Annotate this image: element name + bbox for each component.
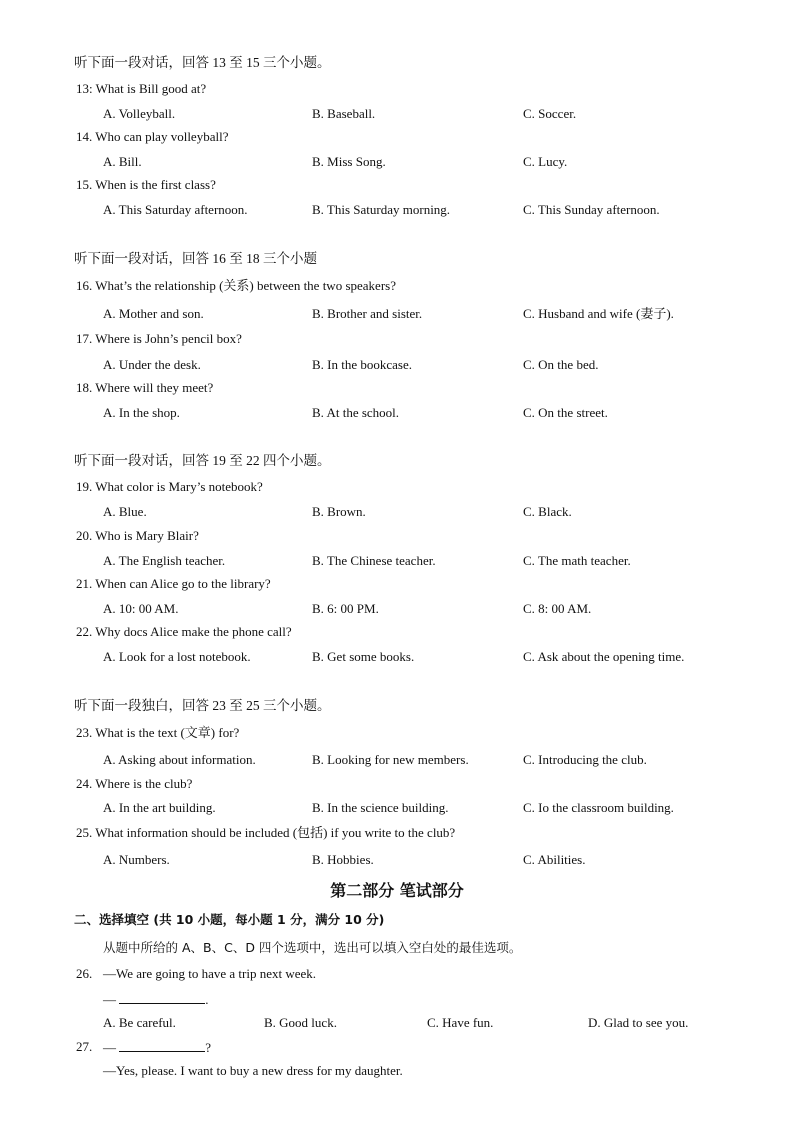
option-c: C. Soccer. xyxy=(523,106,577,121)
dash: — xyxy=(103,992,116,1007)
dialogue-line: —We are going to have a trip next week. xyxy=(103,966,317,981)
option-b: B. Baseball. xyxy=(312,106,376,121)
option-a: A. 10: 00 AM. xyxy=(103,601,179,616)
instruction-text: 从题中所给的 A、B、C、D 四个选项中，选出可以填入空白处的最佳选项。 xyxy=(103,940,522,955)
option-c: C. Abilities. xyxy=(523,852,586,867)
question-text: 19. What color is Mary’s notebook? xyxy=(76,479,263,494)
option-b: B. In the bookcase. xyxy=(312,357,413,372)
question-number: 26. xyxy=(76,966,93,981)
question-text: 13: What is Bill good at? xyxy=(76,81,207,96)
option-b: B. Miss Song. xyxy=(312,154,386,169)
answer-blank[interactable] xyxy=(119,1039,205,1052)
option-a: A. Bill. xyxy=(103,154,142,169)
section-heading: 听下面一段独白，回答 23 至 25 三个小题。 xyxy=(74,698,331,713)
option-c: C. Husband and wife (妻子). xyxy=(523,306,674,321)
option-a: A. Look for a lost notebook. xyxy=(103,649,251,664)
question-text: 17. Where is John’s pencil box? xyxy=(76,331,242,346)
question-text: 15. When is the first class? xyxy=(76,177,216,192)
question-number: 27. xyxy=(76,1039,93,1054)
option-a: A. In the shop. xyxy=(103,405,180,420)
question-text: 22. Why docs Alice make the phone call? xyxy=(76,624,292,639)
option-b: B. Good luck. xyxy=(264,1015,337,1030)
option-a: A. The English teacher. xyxy=(103,553,226,568)
section-heading: 听下面一段对话，回答 19 至 22 四个小题。 xyxy=(74,453,331,468)
section-subtitle: 二、选择填空 (共 10 小题，每小题 1 分，满分 10 分) xyxy=(74,912,385,927)
option-a: A. Numbers. xyxy=(103,852,170,867)
option-b: B. Brother and sister. xyxy=(312,306,423,321)
section-heading: 听下面一段对话，回答 13 至 15 三个小题。 xyxy=(74,55,331,70)
option-c: C. Io the classroom building. xyxy=(523,800,674,815)
option-a: A. This Saturday afternoon. xyxy=(103,202,248,217)
section-heading: 听下面一段对话，回答 16 至 18 三个小题 xyxy=(74,251,317,266)
part-title: 第二部分 笔试部分 xyxy=(330,881,464,900)
option-c: C. On the bed. xyxy=(523,357,599,372)
option-b: B. Looking for new members. xyxy=(312,752,469,767)
option-c: C. Introducing the club. xyxy=(523,752,647,767)
option-b: B. This Saturday morning. xyxy=(312,202,451,217)
option-b: B. Brown. xyxy=(312,504,366,519)
question-text: 18. Where will they meet? xyxy=(76,380,214,395)
option-b: B. Get some books. xyxy=(312,649,415,664)
option-a: A. Blue. xyxy=(103,504,147,519)
question-text: 25. What information should be included (包括) if you write to the club? xyxy=(76,825,456,840)
question-text: 21. When can Alice go to the library? xyxy=(76,576,271,591)
question-text: 16. What’s the relationship (关系) between the two speakers? xyxy=(76,278,396,293)
option-c: C. Have fun. xyxy=(427,1015,494,1030)
option-a: A. Asking about information. xyxy=(103,752,256,767)
option-a: A. Under the desk. xyxy=(103,357,201,372)
option-c: C. The math teacher. xyxy=(523,553,631,568)
question-text: 14. Who can play volleyball? xyxy=(76,129,229,144)
option-a: A. Volleyball. xyxy=(103,106,176,121)
option-c: C. Ask about the opening time. xyxy=(523,649,685,664)
option-c: C. This Sunday afternoon. xyxy=(523,202,660,217)
answer-blank[interactable] xyxy=(119,991,205,1004)
question-text: 23. What is the text (文章) for? xyxy=(76,725,240,740)
option-a: A. Be careful. xyxy=(103,1015,176,1030)
option-a: A. In the art building. xyxy=(103,800,216,815)
option-c: C. Lucy. xyxy=(523,154,568,169)
option-d: D. Glad to see you. xyxy=(588,1015,689,1030)
question-text: 24. Where is the club? xyxy=(76,776,193,791)
option-c: C. On the street. xyxy=(523,405,608,420)
dialogue-line xyxy=(103,991,209,1008)
option-b: B. At the school. xyxy=(312,405,400,420)
punctuation: . xyxy=(205,992,209,1007)
option-c: C. Black. xyxy=(523,504,572,519)
dialogue-line xyxy=(103,1039,211,1056)
option-b: B. The Chinese teacher. xyxy=(312,553,436,568)
punctuation: ? xyxy=(205,1040,212,1055)
dash: — xyxy=(103,1040,116,1055)
option-b: B. In the science building. xyxy=(312,800,449,815)
option-a: A. Mother and son. xyxy=(103,306,204,321)
dialogue-line: —Yes, please. I want to buy a new dress for my daughter. xyxy=(103,1063,403,1078)
question-text: 20. Who is Mary Blair? xyxy=(76,528,199,543)
option-b: B. Hobbies. xyxy=(312,852,374,867)
option-b: B. 6: 00 PM. xyxy=(312,601,379,616)
option-c: C. 8: 00 AM. xyxy=(523,601,592,616)
